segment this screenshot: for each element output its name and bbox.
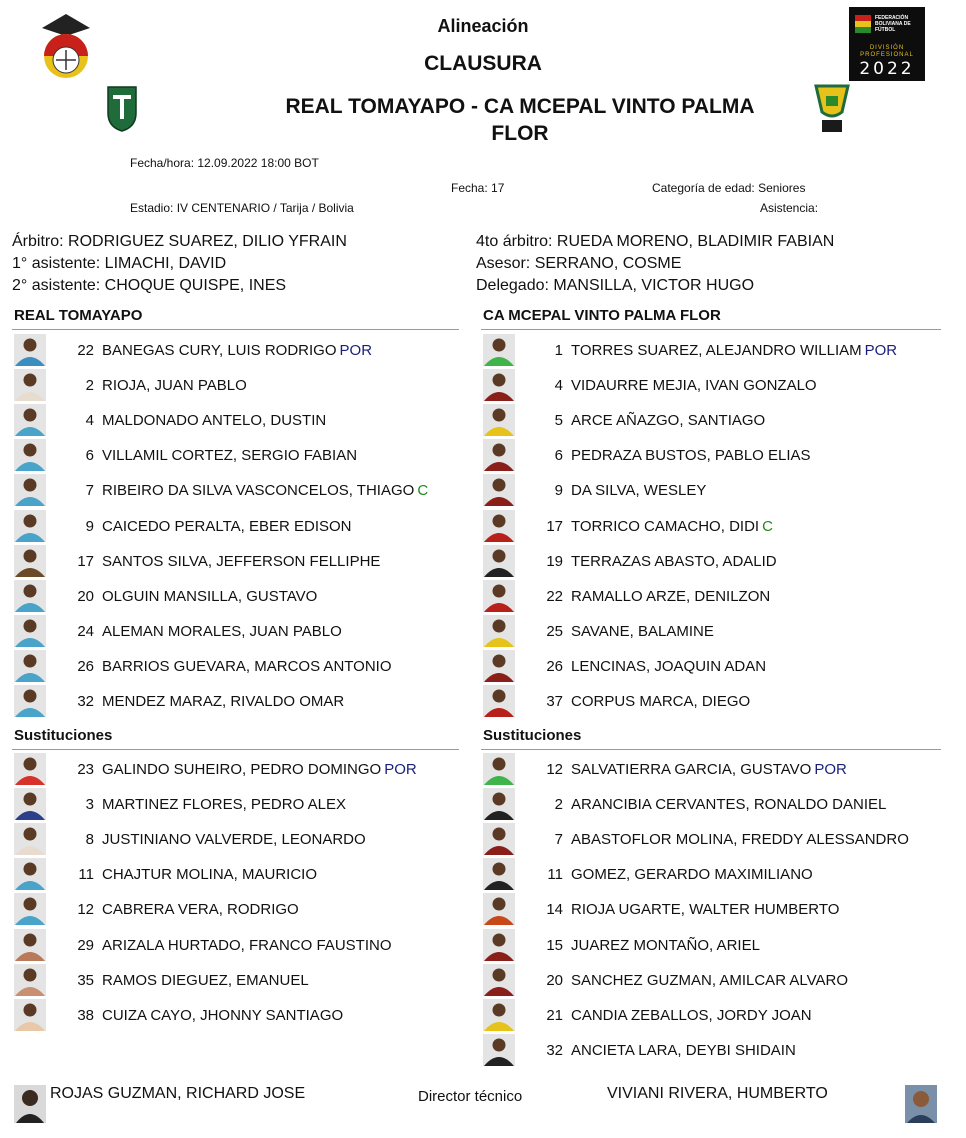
- player-row: [483, 858, 943, 890]
- player-name: LENCINAS, JOAQUIN ADAN: [571, 657, 767, 675]
- player-name-cell: [102, 342, 372, 359]
- player-row: [14, 369, 454, 401]
- player-row: [483, 753, 943, 785]
- player-name: CUIZA CAYO, JHONNY SANTIAGO: [102, 1006, 344, 1024]
- player-name-cell: [102, 901, 299, 918]
- player-photo: [14, 404, 46, 436]
- player-name-cell: [571, 866, 813, 883]
- player-row: [483, 788, 943, 820]
- age-category: Categoría de edad: Seniores: [652, 181, 806, 195]
- player-name: ALEMAN MORALES, JUAN PABLO: [102, 622, 342, 640]
- player-number: 8: [85, 831, 94, 849]
- player-name-cell: [571, 447, 811, 464]
- player-photo: [14, 753, 46, 785]
- player-number: 26: [77, 657, 94, 675]
- player-row: [14, 334, 454, 366]
- player-number: 4: [85, 412, 94, 430]
- away-coach-name: VIVIANI RIVERA, HUMBERTO: [607, 1085, 828, 1102]
- fourth-official: 4to árbitro: RUEDA MORENO, BLADIMIR FABIAN: [476, 233, 835, 250]
- player-number: 32: [77, 693, 94, 710]
- player-number: 22: [546, 587, 563, 605]
- player-number: 23: [77, 761, 94, 778]
- player-name-cell: [571, 937, 760, 954]
- goalkeeper-tag: POR: [814, 761, 847, 778]
- player-name-cell: [571, 553, 777, 570]
- player-photo: [14, 929, 46, 961]
- player-number: 12: [546, 761, 563, 778]
- player-name-cell: [571, 623, 714, 640]
- player-photo: [14, 650, 46, 682]
- player-row: [14, 650, 454, 682]
- match-title: [240, 93, 800, 147]
- player-name: TORRES SUAREZ, ALEJANDRO WILLIAM: [571, 342, 862, 359]
- player-name: RAMOS DIEGUEZ, EMANUEL: [102, 971, 309, 989]
- player-name-cell: [102, 937, 391, 954]
- player-name: TORRICO CAMACHO, DIDI: [571, 517, 760, 535]
- home-starters-list: [14, 334, 454, 720]
- player-row: [483, 545, 943, 577]
- player-name-cell: [102, 482, 428, 499]
- player-name-cell: [102, 623, 342, 640]
- player-name: CORPUS MARCA, DIEGO: [571, 693, 751, 710]
- player-name-cell: [571, 972, 848, 989]
- goalkeeper-tag: POR: [864, 342, 898, 359]
- player-number: 11: [78, 866, 94, 884]
- player-row: [483, 474, 943, 506]
- goalkeeper-tag: POR: [339, 342, 373, 359]
- player-row: [14, 893, 454, 925]
- player-photo: [14, 510, 46, 542]
- player-photo: [483, 474, 515, 506]
- player-number: 2: [554, 796, 563, 814]
- away-subs-divider: [481, 749, 941, 750]
- home-team-name: REAL TOMAYAPO: [14, 307, 143, 324]
- player-photo: [14, 823, 46, 855]
- player-name-cell: [102, 588, 317, 605]
- player-number: 20: [546, 971, 563, 989]
- player-name: TERRAZAS ABASTO, ADALID: [571, 552, 777, 570]
- match-title-line2: FLOR: [491, 122, 549, 145]
- player-name-cell: [102, 377, 247, 394]
- player-row: [483, 999, 943, 1031]
- player-row: [14, 685, 454, 717]
- player-photo: [483, 404, 515, 436]
- player-name-cell: [571, 482, 706, 499]
- player-photo: [483, 858, 515, 890]
- player-name-cell: [102, 658, 392, 675]
- player-name-cell: [102, 412, 326, 429]
- player-row: [14, 999, 454, 1031]
- delegate: Delegado: MANSILLA, VICTOR HUGO: [476, 277, 755, 294]
- player-photo: [483, 439, 515, 471]
- match-datetime: Fecha/hora: 12.09.2022 18:00 BOT: [130, 156, 319, 170]
- player-row: [14, 788, 454, 820]
- player-name-cell: [571, 1042, 796, 1059]
- player-number: 15: [546, 936, 563, 954]
- player-photo: [483, 685, 515, 717]
- player-number: 11: [547, 866, 563, 884]
- player-number: 25: [546, 622, 563, 640]
- player-name-cell: [102, 972, 309, 989]
- player-photo: [14, 999, 46, 1031]
- player-name: JUSTINIANO VALVERDE, LEONARDO: [102, 831, 366, 849]
- player-name-cell: [571, 412, 765, 429]
- player-name-cell: [102, 1007, 343, 1024]
- player-number: 22: [77, 342, 94, 359]
- player-photo: [483, 510, 515, 542]
- player-name: ARANCIBIA CERVANTES, RONALDO DANIEL: [571, 796, 887, 814]
- player-number: 21: [546, 1006, 563, 1024]
- badge-federation-text: FEDERACIÓN BOLIVIANA DE FÚTBOL: [875, 15, 911, 33]
- assistant-1: 1° asistente: LIMACHI, DAVID: [12, 255, 227, 272]
- player-row: [483, 685, 943, 717]
- player-photo: [14, 439, 46, 471]
- player-number: 17: [77, 552, 94, 570]
- player-photo: [14, 788, 46, 820]
- player-photo: [14, 474, 46, 506]
- player-photo: [14, 858, 46, 890]
- player-row: [14, 474, 454, 506]
- player-name-cell: [571, 693, 750, 710]
- goalkeeper-tag: POR: [384, 761, 417, 778]
- player-name: CHAJTUR MOLINA, MAURICIO: [102, 866, 318, 884]
- player-number: 20: [77, 587, 94, 605]
- captain-tag: C: [762, 517, 773, 535]
- player-name-cell: [571, 518, 773, 535]
- player-row: [14, 964, 454, 996]
- player-number: 7: [554, 831, 563, 849]
- away-subs-heading: Sustituciones: [483, 727, 582, 744]
- player-row: [483, 580, 943, 612]
- player-number: 6: [554, 447, 563, 465]
- player-name-cell: [571, 796, 886, 813]
- player-row: [483, 929, 943, 961]
- home-divider: [12, 329, 459, 330]
- player-row: [483, 823, 943, 855]
- player-row: [14, 858, 454, 890]
- player-name-cell: [102, 761, 417, 778]
- player-name: MALDONADO ANTELO, DUSTIN: [102, 412, 327, 430]
- away-starters-list: [483, 334, 943, 720]
- player-name: MENDEZ MARAZ, RIVALDO OMAR: [102, 693, 345, 710]
- player-photo: [483, 545, 515, 577]
- player-name: ANCIETA LARA, DEYBI SHIDAIN: [571, 1041, 796, 1059]
- player-name: ARIZALA HURTADO, FRANCO FAUSTINO: [102, 936, 392, 954]
- player-photo: [14, 369, 46, 401]
- player-row: [483, 369, 943, 401]
- player-row: [483, 964, 943, 996]
- player-photo: [14, 334, 46, 366]
- player-number: 38: [77, 1006, 94, 1024]
- player-name: RAMALLO ARZE, DENILZON: [571, 587, 771, 605]
- match-title-line1: REAL TOMAYAPO - CA MCEPAL VINTO PALMA: [285, 95, 755, 118]
- player-number: 35: [77, 971, 94, 989]
- player-number: 5: [554, 412, 563, 430]
- player-photo: [483, 823, 515, 855]
- player-row: [14, 580, 454, 612]
- player-name-cell: [571, 831, 909, 848]
- player-name-cell: [571, 761, 847, 778]
- badge-division-text: DIVISIÓN PROFESIONAL: [860, 45, 914, 58]
- home-subs-divider: [12, 749, 459, 750]
- player-photo: [483, 999, 515, 1031]
- player-name-cell: [571, 1007, 812, 1024]
- player-number: 12: [77, 901, 94, 919]
- player-name: BANEGAS CURY, LUIS RODRIGO: [102, 342, 337, 359]
- player-row: [483, 1034, 943, 1066]
- player-row: [483, 510, 943, 542]
- player-number: 26: [546, 657, 563, 675]
- player-row: [483, 439, 943, 471]
- player-name: SALVATIERRA GARCIA, GUSTAVO: [571, 761, 812, 778]
- player-name-cell: [102, 553, 380, 570]
- player-name: ABASTOFLOR MOLINA, FREDDY ALESSANDRO: [571, 831, 909, 849]
- player-name: JUAREZ MONTAÑO, ARIEL: [571, 936, 760, 954]
- player-row: [14, 615, 454, 647]
- assessor: Asesor: SERRANO, COSME: [476, 255, 682, 272]
- home-coach-name: ROJAS GUZMAN, RICHARD JOSE: [50, 1085, 306, 1102]
- player-photo: [483, 615, 515, 647]
- match-round: Fecha: 17: [451, 181, 505, 195]
- player-photo: [14, 615, 46, 647]
- player-photo: [483, 1034, 515, 1066]
- player-photo: [483, 788, 515, 820]
- player-number: 17: [546, 517, 563, 535]
- player-number: 24: [77, 622, 94, 640]
- player-photo: [483, 753, 515, 785]
- player-photo: [14, 545, 46, 577]
- player-name-cell: [571, 342, 897, 359]
- player-name-cell: [571, 658, 766, 675]
- player-number: 4: [554, 377, 563, 395]
- player-number: 32: [546, 1041, 563, 1059]
- player-name-cell: [102, 866, 317, 883]
- player-name: BARRIOS GUEVARA, MARCOS ANTONIO: [102, 657, 392, 675]
- player-name: CANDIA ZEBALLOS, JORDY JOAN: [571, 1006, 812, 1024]
- home-coach-photo: [14, 1085, 46, 1123]
- player-photo: [483, 369, 515, 401]
- player-photo: [14, 685, 46, 717]
- player-name: RIOJA UGARTE, WALTER HUMBERTO: [571, 901, 840, 919]
- player-name: SANCHEZ GUZMAN, AMILCAR ALVARO: [571, 971, 848, 989]
- player-row: [483, 404, 943, 436]
- player-photo: [483, 580, 515, 612]
- home-subs-list: [14, 753, 454, 1035]
- page-title: Alineación: [437, 16, 529, 36]
- player-row: [14, 439, 454, 471]
- player-number: 6: [85, 447, 94, 465]
- player-name: RIOJA, JUAN PABLO: [102, 377, 247, 395]
- player-row: [483, 893, 943, 925]
- badge-year: 2022: [859, 59, 915, 79]
- away-divider: [481, 329, 941, 330]
- player-name: RIBEIRO DA SILVA VASCONCELOS, THIAGO: [102, 482, 415, 500]
- player-name: VILLAMIL CORTEZ, SERGIO FABIAN: [102, 447, 358, 465]
- player-name-cell: [102, 518, 352, 535]
- player-name-cell: [571, 588, 770, 605]
- player-name: ARCE AÑAZGO, SANTIAGO: [571, 412, 766, 430]
- assistant-2: 2° asistente: CHOQUE QUISPE, INES: [12, 277, 287, 294]
- player-name: MARTINEZ FLORES, PEDRO ALEX: [102, 796, 346, 814]
- player-photo: [14, 964, 46, 996]
- player-row: [14, 545, 454, 577]
- player-photo: [483, 964, 515, 996]
- player-name: SAVANE, BALAMINE: [571, 622, 714, 640]
- player-row: [483, 334, 943, 366]
- player-name: CAICEDO PERALTA, EBER EDISON: [102, 517, 352, 535]
- player-row: [14, 404, 454, 436]
- referee: Árbitro: RODRIGUEZ SUAREZ, DILIO YFRAIN: [12, 233, 347, 250]
- player-name-cell: [102, 831, 366, 848]
- player-name-cell: [102, 796, 346, 813]
- vinto-palma-flor-logo: [812, 82, 852, 136]
- player-name: PEDRAZA BUSTOS, PABLO ELIAS: [571, 447, 811, 465]
- away-team-name: CA MCEPAL VINTO PALMA FLOR: [483, 307, 721, 324]
- player-number: 3: [85, 796, 94, 814]
- player-row: [483, 650, 943, 682]
- player-photo: [483, 650, 515, 682]
- player-number: 9: [554, 482, 563, 500]
- player-name-cell: [571, 901, 839, 918]
- player-number: 37: [546, 693, 563, 710]
- home-subs-heading: Sustituciones: [14, 727, 113, 744]
- player-row: [14, 510, 454, 542]
- player-row: [14, 753, 454, 785]
- stadium: Estadio: IV CENTENARIO / Tarija / Bolivia: [130, 201, 354, 215]
- player-number: 7: [85, 482, 94, 500]
- player-row: [14, 929, 454, 961]
- player-number: 9: [85, 517, 94, 535]
- player-name-cell: [571, 377, 817, 394]
- attendance: Asistencia:: [760, 201, 819, 215]
- captain-tag: C: [417, 482, 429, 500]
- player-number: 2: [85, 377, 94, 395]
- player-name: OLGUIN MANSILLA, GUSTAVO: [102, 587, 318, 605]
- player-number: 1: [554, 342, 563, 359]
- player-name: CABRERA VERA, RODRIGO: [102, 901, 299, 919]
- player-photo: [483, 334, 515, 366]
- player-name: GOMEZ, GERARDO MAXIMILIANO: [571, 866, 813, 884]
- player-name: SANTOS SILVA, JEFFERSON FELLIPHE: [102, 552, 381, 570]
- player-name-cell: [102, 447, 357, 464]
- player-photo: [14, 893, 46, 925]
- player-number: 29: [77, 936, 94, 954]
- real-tomayapo-logo: [105, 83, 139, 133]
- player-number: 19: [546, 552, 563, 570]
- player-name: VIDAURRE MEJIA, IVAN GONZALO: [571, 377, 817, 395]
- tournament-name: CLAUSURA: [424, 52, 542, 75]
- away-coach-photo: [905, 1085, 937, 1123]
- player-number: 14: [546, 901, 563, 919]
- player-row: [14, 823, 454, 855]
- player-photo: [14, 580, 46, 612]
- coach-label: Director técnico: [418, 1088, 523, 1105]
- player-photo: [483, 929, 515, 961]
- player-name-cell: [102, 693, 344, 710]
- player-name: DA SILVA, WESLEY: [571, 482, 707, 500]
- player-row: [483, 615, 943, 647]
- away-subs-list: [483, 753, 943, 1069]
- player-name: GALINDO SUHEIRO, PEDRO DOMINGO: [102, 761, 382, 778]
- player-photo: [483, 893, 515, 925]
